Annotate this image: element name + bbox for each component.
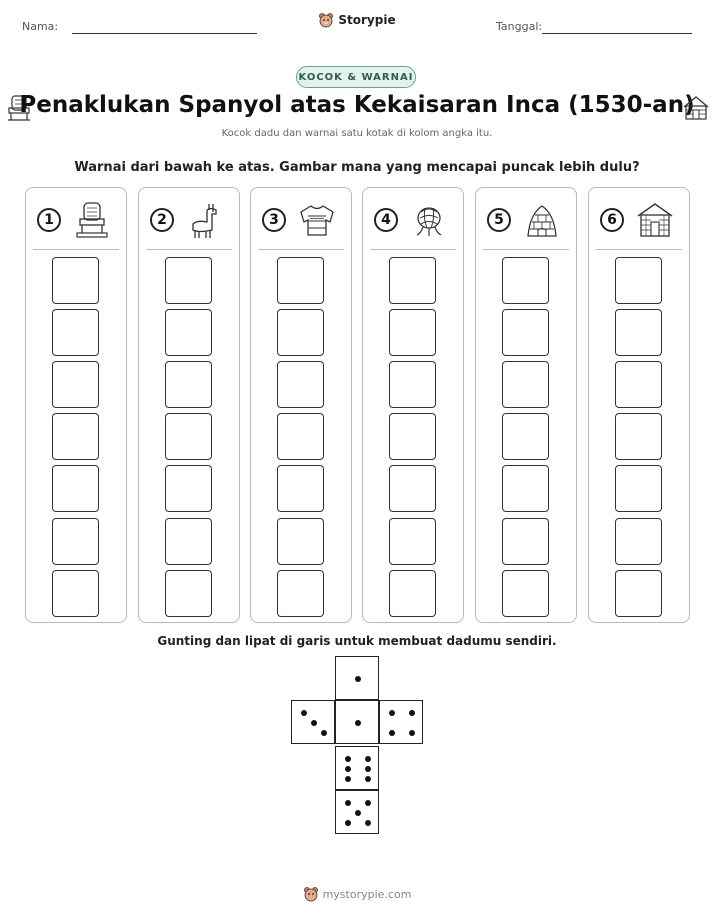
color-box[interactable]	[389, 309, 436, 356]
color-box[interactable]	[502, 413, 549, 460]
die-pip	[389, 730, 395, 736]
sweater-icon	[297, 200, 337, 240]
color-box[interactable]	[389, 465, 436, 512]
die-pip	[355, 676, 361, 682]
column-divider	[370, 249, 456, 250]
color-box[interactable]	[165, 465, 212, 512]
color-box[interactable]	[615, 570, 662, 617]
color-box[interactable]	[52, 361, 99, 408]
column-number: 6	[600, 208, 624, 232]
color-box[interactable]	[615, 518, 662, 565]
column-1	[25, 187, 127, 623]
color-box[interactable]	[52, 518, 99, 565]
color-box[interactable]	[277, 518, 324, 565]
die-face-5	[335, 790, 379, 834]
brand	[0, 12, 714, 28]
color-box[interactable]	[165, 518, 212, 565]
color-box[interactable]	[502, 361, 549, 408]
column-2	[138, 187, 240, 623]
die-pip	[355, 720, 361, 726]
page-title: Penaklukan Spanyol atas Kekaisaran Inca (1530-an)	[19, 92, 695, 118]
footer-url: mystorypie.com	[322, 887, 412, 901]
brand-name: Storypie	[338, 13, 396, 27]
die-pip	[365, 820, 371, 826]
color-box[interactable]	[277, 413, 324, 460]
color-box[interactable]	[165, 413, 212, 460]
die-pip	[345, 756, 351, 762]
column-number: 5	[487, 208, 511, 232]
name-line[interactable]	[72, 33, 257, 34]
name-label: Nama:	[22, 20, 59, 33]
column-divider	[146, 249, 232, 250]
die-face-1	[335, 656, 379, 700]
color-box[interactable]	[502, 570, 549, 617]
die-pip	[345, 800, 351, 806]
color-box[interactable]	[389, 361, 436, 408]
color-box[interactable]	[52, 309, 99, 356]
die-pip	[409, 710, 415, 716]
column-divider	[33, 249, 119, 250]
die-face-6	[335, 746, 379, 790]
die-pip	[301, 710, 307, 716]
color-box[interactable]	[502, 465, 549, 512]
column-number: 1	[37, 208, 61, 232]
die-pip	[365, 756, 371, 762]
die-pip	[345, 776, 351, 782]
subtitle: Kocok dadu dan warnai satu kotak di kolom angka itu.	[221, 128, 493, 139]
throne-icon	[72, 200, 112, 240]
color-box[interactable]	[277, 570, 324, 617]
column-number: 3	[262, 208, 286, 232]
cut-instruction: Gunting dan lipat di garis untuk membuat dadumu sendiri.	[157, 634, 557, 648]
color-box[interactable]	[389, 413, 436, 460]
color-box[interactable]	[165, 570, 212, 617]
color-box[interactable]	[165, 309, 212, 356]
column-3	[250, 187, 352, 623]
die-pip	[321, 730, 327, 736]
quipu-icon	[409, 200, 449, 240]
storypie-logo-icon	[303, 886, 319, 902]
column-6	[588, 187, 690, 623]
die-pip	[409, 730, 415, 736]
color-box[interactable]	[615, 413, 662, 460]
footer	[0, 886, 714, 902]
date-line[interactable]	[542, 33, 692, 34]
color-box[interactable]	[389, 518, 436, 565]
column-divider	[258, 249, 344, 250]
die-pip	[345, 820, 351, 826]
die-pip	[311, 720, 317, 726]
die-pip	[345, 766, 351, 772]
column-number: 4	[374, 208, 398, 232]
color-box[interactable]	[615, 257, 662, 304]
hut-icon	[635, 200, 675, 240]
column-number: 2	[150, 208, 174, 232]
date-label: Tanggal:	[496, 20, 543, 33]
die-pip	[389, 710, 395, 716]
llama-icon	[185, 200, 225, 240]
color-box[interactable]	[165, 361, 212, 408]
color-box[interactable]	[615, 361, 662, 408]
activity-badge: KOCOK & WARNAI	[296, 66, 416, 88]
color-box[interactable]	[615, 309, 662, 356]
color-box[interactable]	[277, 361, 324, 408]
color-box[interactable]	[615, 465, 662, 512]
color-box[interactable]	[52, 257, 99, 304]
column-5	[475, 187, 577, 623]
die-pip	[365, 776, 371, 782]
stone-tower-icon	[522, 200, 562, 240]
color-box[interactable]	[52, 570, 99, 617]
color-box[interactable]	[277, 257, 324, 304]
hut-icon	[682, 95, 710, 121]
column-4	[362, 187, 464, 623]
column-divider	[596, 249, 682, 250]
die-pip	[365, 800, 371, 806]
die-face-3	[291, 700, 335, 744]
storypie-logo-icon	[318, 12, 334, 28]
color-box[interactable]	[389, 257, 436, 304]
color-box[interactable]	[52, 465, 99, 512]
die-pip	[365, 766, 371, 772]
color-instruction: Warnai dari bawah ke atas. Gambar mana yang mencapai puncak lebih dulu?	[74, 160, 640, 175]
color-box[interactable]	[502, 309, 549, 356]
die-face-1	[335, 700, 379, 744]
color-box[interactable]	[389, 570, 436, 617]
die-pip	[355, 810, 361, 816]
color-box[interactable]	[277, 465, 324, 512]
color-box[interactable]	[52, 413, 99, 460]
die-face-4	[379, 700, 423, 744]
color-box[interactable]	[502, 257, 549, 304]
color-box[interactable]	[165, 257, 212, 304]
column-divider	[483, 249, 569, 250]
color-box[interactable]	[502, 518, 549, 565]
color-box[interactable]	[277, 309, 324, 356]
